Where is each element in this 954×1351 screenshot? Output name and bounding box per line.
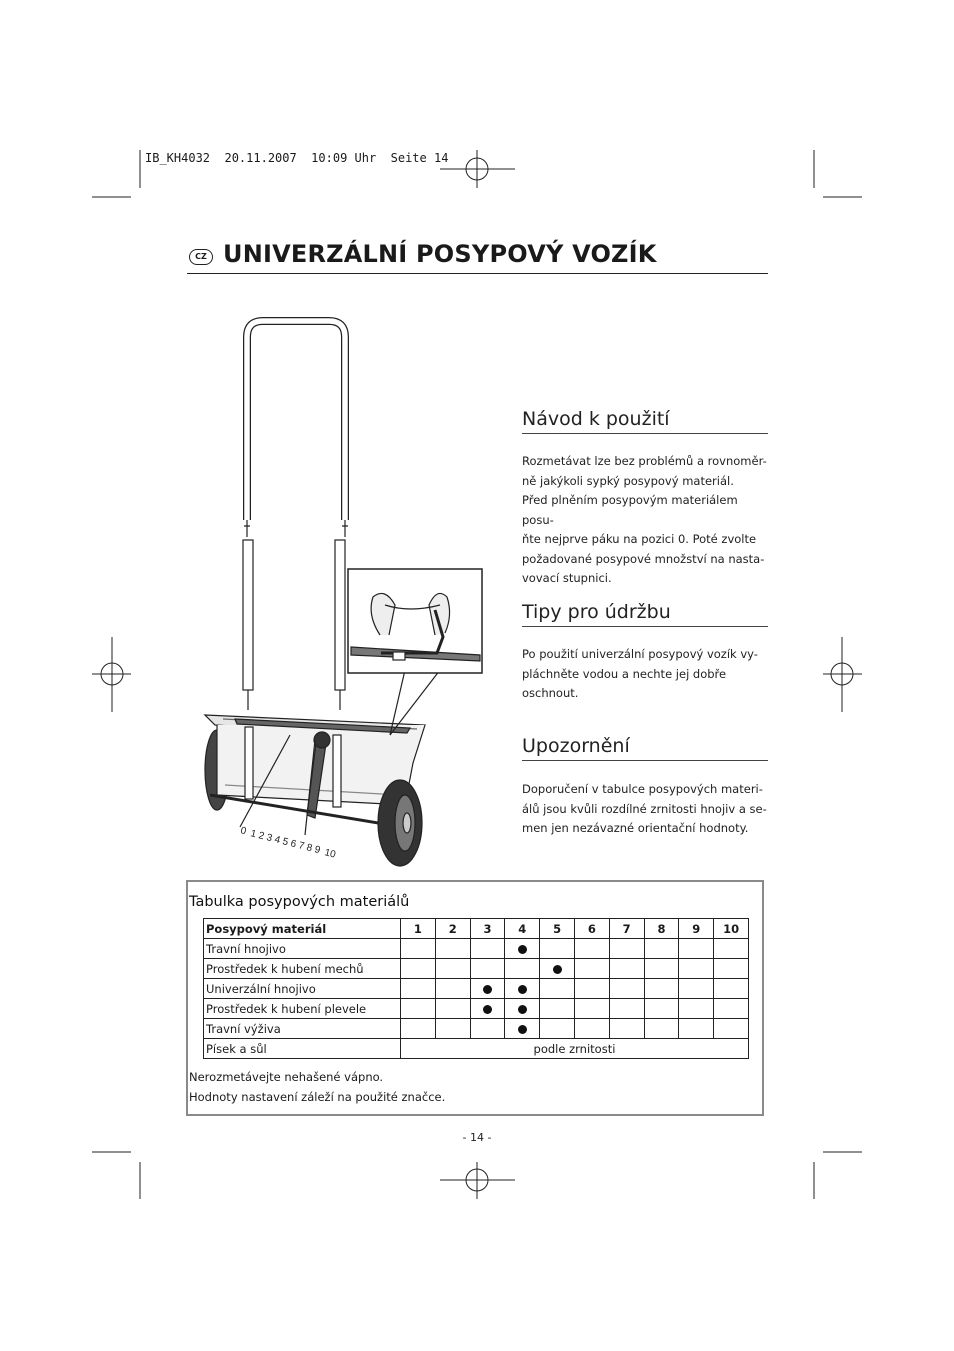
- scale-number: 1: [249, 828, 258, 841]
- recommended-dot: [518, 1005, 527, 1014]
- setting-cell: [714, 979, 749, 999]
- setting-cell: [609, 1019, 644, 1039]
- setting-cell: [574, 999, 609, 1019]
- setting-cell: [574, 959, 609, 979]
- setting-cell: [401, 999, 436, 1019]
- text-line: ně jakýkoli sypký posypový materiál.: [522, 473, 734, 488]
- column-header: 10: [714, 919, 749, 939]
- setting-cell: [644, 999, 679, 1019]
- setting-cell: [609, 979, 644, 999]
- setting-cell: [714, 959, 749, 979]
- setting-cell: [435, 939, 470, 959]
- material-name: Univerzální hnojivo: [204, 979, 401, 999]
- text-line: vovací stupnici.: [522, 571, 612, 585]
- material-name: Prostředek k hubení plevele: [204, 999, 401, 1019]
- column-header: Posypový materiál: [204, 919, 401, 939]
- recommended-dot: [518, 1025, 527, 1034]
- setting-cell: [644, 1019, 679, 1039]
- setting-cell: [679, 939, 714, 959]
- scale-number: 9: [313, 844, 322, 857]
- setting-cell: [644, 939, 679, 959]
- recommended-dot: [483, 1005, 492, 1014]
- material-table: [203, 918, 749, 1059]
- setting-cell: [505, 959, 540, 979]
- print-slug: IB_KH4032 20.11.2007 10:09 Uhr Seite 14: [145, 151, 449, 165]
- table-row: [204, 979, 749, 999]
- setting-cell: [435, 979, 470, 999]
- table-row: [204, 999, 749, 1019]
- text-line: požadované posypové množství na nasta-: [522, 551, 765, 566]
- setting-cell: [505, 999, 540, 1019]
- setting-cell: [679, 999, 714, 1019]
- material-name: Travní výživa: [204, 1019, 401, 1039]
- setting-cell: [470, 1019, 505, 1039]
- setting-cell: [540, 979, 575, 999]
- setting-cell: [435, 1019, 470, 1039]
- table-header-row: [204, 919, 749, 939]
- recommended-dot: [483, 985, 492, 994]
- scale-number: 5: [281, 836, 290, 849]
- column-header: 7: [609, 919, 644, 939]
- setting-cell: [470, 959, 505, 979]
- scale-number: 2: [257, 830, 266, 843]
- column-header: 2: [435, 919, 470, 939]
- setting-cell: [609, 959, 644, 979]
- setting-cell: [401, 939, 436, 959]
- setting-cell: [540, 999, 575, 1019]
- setting-cell: [540, 939, 575, 959]
- table-note: Nerozmetávejte nehašené vápno.: [189, 1070, 384, 1084]
- material-name: Prostředek k hubení mechů: [204, 959, 401, 979]
- setting-cell: [505, 979, 540, 999]
- material-table-title: Tabulka posypových materiálů: [189, 894, 410, 910]
- setting-cell: [679, 1019, 714, 1039]
- text-line: pláchněte vodou a nechte jej dobře: [522, 666, 727, 681]
- setting-cell: [505, 1019, 540, 1039]
- setting-scale: [239, 825, 337, 860]
- span-cell: podle zrnitosti: [401, 1039, 749, 1059]
- setting-cell: [714, 939, 749, 959]
- setting-cell: [401, 979, 436, 999]
- section-heading-usage: Návod k použití: [522, 408, 768, 434]
- text-line: oschnout.: [522, 686, 579, 700]
- recommended-dot: [518, 985, 527, 994]
- text-line: Rozmetávat lze bez problémů a rovnoměr-: [522, 454, 767, 468]
- setting-cell: [435, 999, 470, 1019]
- scale-number: 0: [239, 825, 248, 838]
- section-heading-maintenance: Tipy pro údržbu: [522, 601, 768, 627]
- section-text-usage: [522, 452, 768, 589]
- setting-cell: [401, 959, 436, 979]
- setting-cell: [574, 979, 609, 999]
- column-header: 3: [470, 919, 505, 939]
- setting-cell: [470, 979, 505, 999]
- table-row: [204, 939, 749, 959]
- text-line: men jen nezávazné orientační hodnoty.: [522, 821, 749, 835]
- spreader-illustration: [195, 315, 490, 870]
- section-text-warning: [522, 780, 768, 839]
- setting-cell: [540, 1019, 575, 1039]
- setting-cell: [574, 939, 609, 959]
- setting-cell: [679, 959, 714, 979]
- text-line: ňte nejprve páku na pozici 0. Poté zvolte: [522, 532, 757, 546]
- page-number: - 14 -: [462, 1131, 492, 1144]
- table-note: Hodnoty nastavení záleží na použité značce.: [189, 1090, 446, 1104]
- column-header: 9: [679, 919, 714, 939]
- setting-cell: [714, 1019, 749, 1039]
- scale-number: 8: [305, 842, 314, 855]
- page-header: [187, 239, 768, 274]
- text-line: Doporučení v tabulce posypových materi-: [522, 782, 763, 796]
- table-row: [204, 1039, 749, 1059]
- setting-cell: [714, 999, 749, 1019]
- setting-cell: [679, 979, 714, 999]
- setting-cell: [644, 959, 679, 979]
- scale-number: 4: [273, 834, 282, 847]
- setting-cell: [435, 959, 470, 979]
- material-name: Písek a sůl: [204, 1039, 401, 1059]
- scale-number: 7: [297, 840, 306, 853]
- material-name: Travní hnojivo: [204, 939, 401, 959]
- setting-cell: [470, 939, 505, 959]
- recommended-dot: [518, 945, 527, 954]
- setting-cell: [505, 939, 540, 959]
- scale-number: 10: [323, 847, 337, 861]
- section-text-maintenance: [522, 645, 768, 704]
- column-header: 8: [644, 919, 679, 939]
- setting-cell: [470, 999, 505, 1019]
- setting-cell: [401, 1019, 436, 1039]
- recommended-dot: [553, 965, 562, 974]
- column-header: 5: [540, 919, 575, 939]
- setting-cell: [609, 999, 644, 1019]
- page-title: UNIVERZÁLNÍ POSYPOVÝ VOZÍK: [223, 240, 657, 268]
- text-line: Před plněním posypovým materiálem posu-: [522, 493, 738, 527]
- scale-number: 6: [289, 838, 298, 851]
- scale-number: 3: [265, 832, 274, 845]
- text-line: Po použití univerzální posypový vozík vy-: [522, 647, 758, 661]
- table-row: [204, 1019, 749, 1039]
- setting-cell: [609, 939, 644, 959]
- section-heading-warning: Upozornění: [522, 735, 768, 761]
- table-row: [204, 959, 749, 979]
- column-header: 6: [574, 919, 609, 939]
- setting-cell: [574, 1019, 609, 1039]
- text-line: álů jsou kvůli rozdílné zrnitosti hnojiv a se-: [522, 801, 767, 816]
- column-header: 4: [505, 919, 540, 939]
- column-header: 1: [401, 919, 436, 939]
- setting-cell: [644, 979, 679, 999]
- language-badge: CZ: [189, 249, 213, 265]
- setting-cell: [540, 959, 575, 979]
